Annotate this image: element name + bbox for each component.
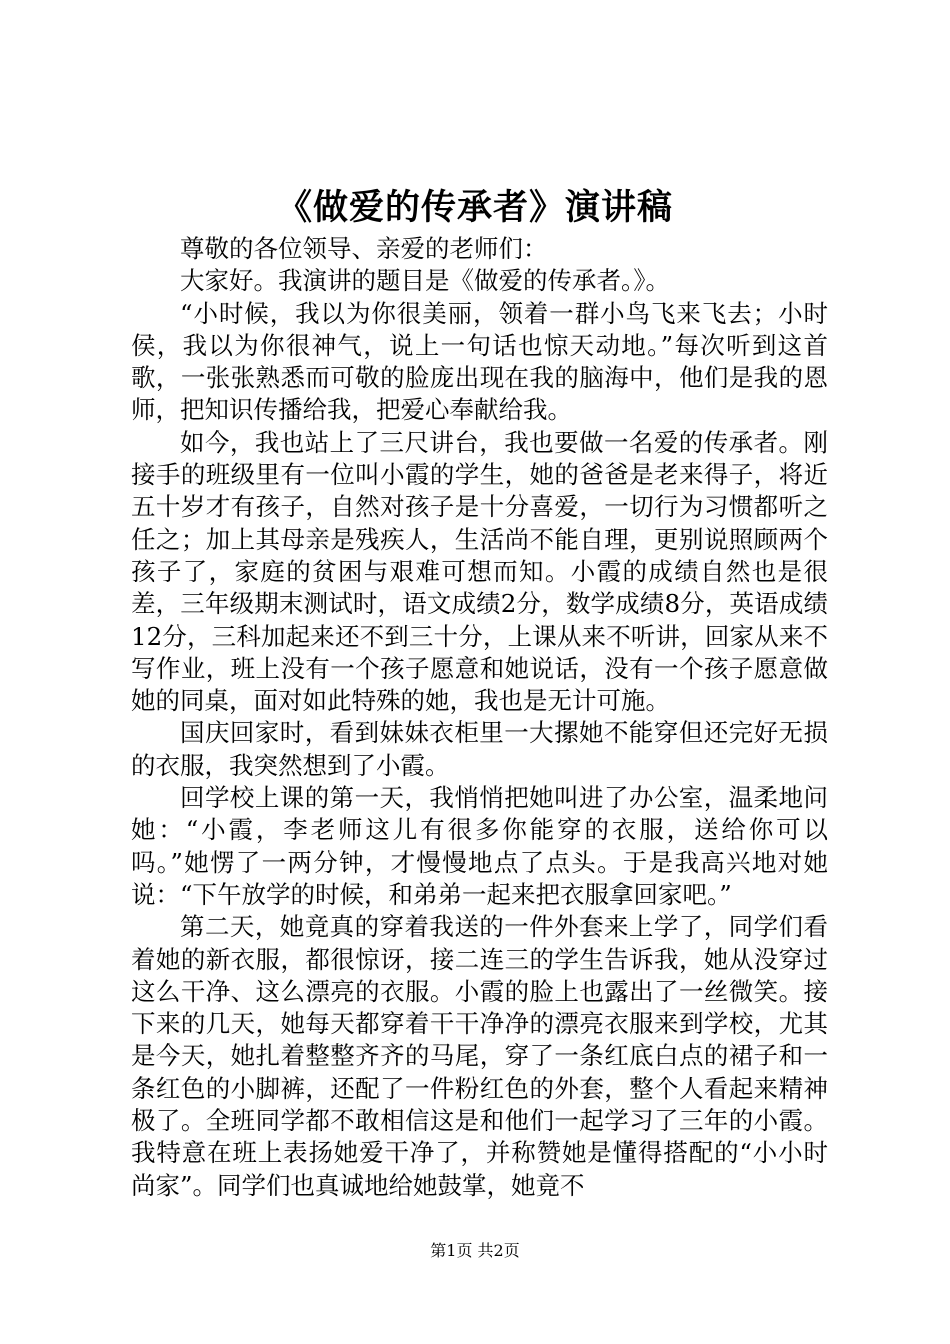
body-paragraph: “小时候，我以为你很美丽，领着一群小鸟飞来飞去；小时侯，我以为你很神气，说上一句话也惊天动地。”每次听到这首歌，一张张熟悉而可敬的脸庞出现在我的脑海中，他们是我的恩师，把知识传播给我，把爱心奉献给我。: [131, 298, 828, 425]
document-title: 《做爱的传承者》演讲稿: [276, 187, 673, 228]
greeting-paragraph: 大家好。我演讲的题目是《做爱的传承者。》。: [180, 266, 670, 296]
page-number-footer: 第1页 共2页: [430, 1241, 520, 1260]
salutation-paragraph: 尊敬的各位领导、亲爱的老师们：: [180, 234, 548, 263]
body-paragraph: 国庆回家时，看到妹妹衣柜里一大摞她不能穿但还完好无损的衣服，我突然想到了小霞。: [131, 718, 828, 780]
body-paragraph: 如今，我也站上了三尺讲台，我也要做一名爱的传承者。刚接手的班级里有一位叫小霞的学生，她的爸爸是老来得子，将近五十岁才有孩子，自然对孩子是十分喜爱，一切行为习惯都听之任之；加上其母亲是残疾人，生活尚不能自理，更别说照顾两个孩子了，家庭的贫困与艰难可想而知。小霞的成绩自然也是很差，三年级期末测试时，语文成绩2分，数学成绩8分，英语成绩12分，三科加起来还不到三十分，上课从来不听讲，回家从来不写作业，班上没有一个孩子愿意和她说话，没有一个孩子愿意做她的同桌，面对如此特殊的她，我也是无计可施。: [131, 427, 828, 716]
body-paragraph: 第二天，她竟真的穿着我送的一件外套来上学了，同学们看着她的新衣服，都很惊讶，接二连三的学生告诉我，她从没穿过这么干净、这么漂亮的衣服。小霞的脸上也露出了一丝微笑。接下来的几天，她每天都穿着干干净净的漂亮衣服来到学校，尤其是今天，她扎着整整齐齐的马尾，穿了一条红底白点的裙子和一条红色的小脚裤，还配了一件粉红色的外套，整个人看起来精神极了。全班同学都不敢相信这是和他们一起学习了三年的小霞。我特意在班上表扬她爱干净了，并称赞她是懂得搭配的“小小时尚家”。同学们也真诚地给她鼓掌，她竟不: [131, 912, 828, 1200]
body-paragraph: 回学校上课的第一天，我悄悄把她叫进了办公室，温柔地问她：“小霞，李老师这儿有很多你能穿的衣服，送给你可以吗。”她愣了一两分钟，才慢慢地点了点头。于是我高兴地对她说：“下午放学的时候，和弟弟一起来把衣服拿回家吧。”: [131, 783, 828, 909]
document-body: [131, 233, 828, 1202]
